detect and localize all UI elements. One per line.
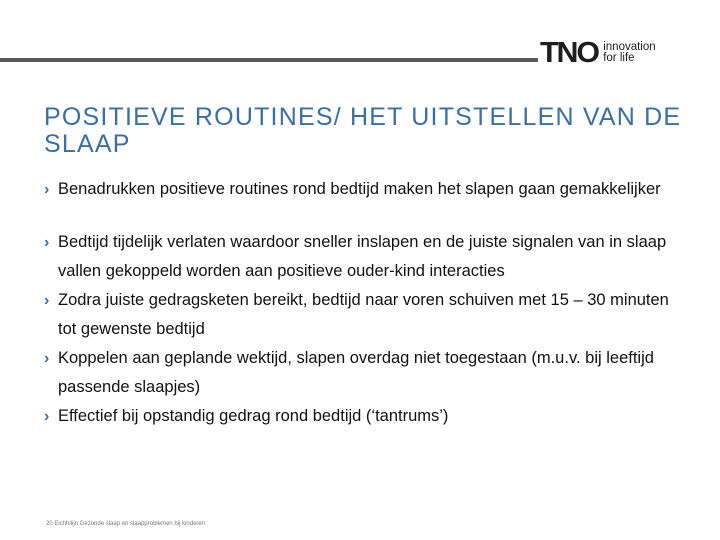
chevron-right-icon: › bbox=[44, 350, 50, 367]
bullet-text: Bedtijd tijdelijk verlaten waardoor sneller inslapen en de juiste signalen van in slaap vallen gekoppeld worden aan positieve ouder-kind interacties bbox=[58, 233, 667, 280]
bullet-text: Zodra juiste gedragsketen bereikt, bedtijd naar voren schuiven met 15 – 30 minuten tot gewenste bedtijd bbox=[58, 291, 669, 338]
bullet-list bbox=[44, 175, 684, 431]
logo-mark: TNO bbox=[540, 37, 598, 69]
bullet-item bbox=[44, 175, 684, 204]
chevron-right-icon: › bbox=[44, 408, 50, 425]
bullet-item bbox=[44, 228, 684, 286]
bullet-item bbox=[44, 344, 684, 402]
logo-tagline bbox=[603, 42, 655, 65]
chevron-right-icon: › bbox=[44, 234, 50, 251]
chevron-right-icon: › bbox=[44, 292, 50, 309]
chevron-right-icon: › bbox=[44, 181, 50, 198]
header-rule bbox=[0, 58, 538, 62]
slide-title: POSITIEVE ROUTINES/ HET UITSTELLEN VAN DE SLAAP bbox=[44, 103, 682, 158]
logo-tagline-line2: for life bbox=[603, 52, 635, 64]
bullet-item bbox=[44, 402, 684, 431]
bullet-text: Effectief bij opstandig gedrag rond bedtijd (‘tantrums’) bbox=[58, 407, 449, 425]
tno-logo bbox=[540, 37, 656, 69]
bullet-item bbox=[44, 286, 684, 344]
footer-text: 20 Eichhilijn Gezonde slaap en slaapproblemen bij kinderen bbox=[46, 521, 206, 527]
logo-tagline-line1: innovation bbox=[603, 40, 656, 53]
bullet-text: Benadrukken positieve routines rond bedtijd maken het slapen gaan gemakkelijker bbox=[58, 180, 661, 198]
bullet-text: Koppelen aan geplande wektijd, slapen overdag niet toegestaan (m.u.v. bij leeftijd passende slaapjes) bbox=[58, 349, 654, 396]
